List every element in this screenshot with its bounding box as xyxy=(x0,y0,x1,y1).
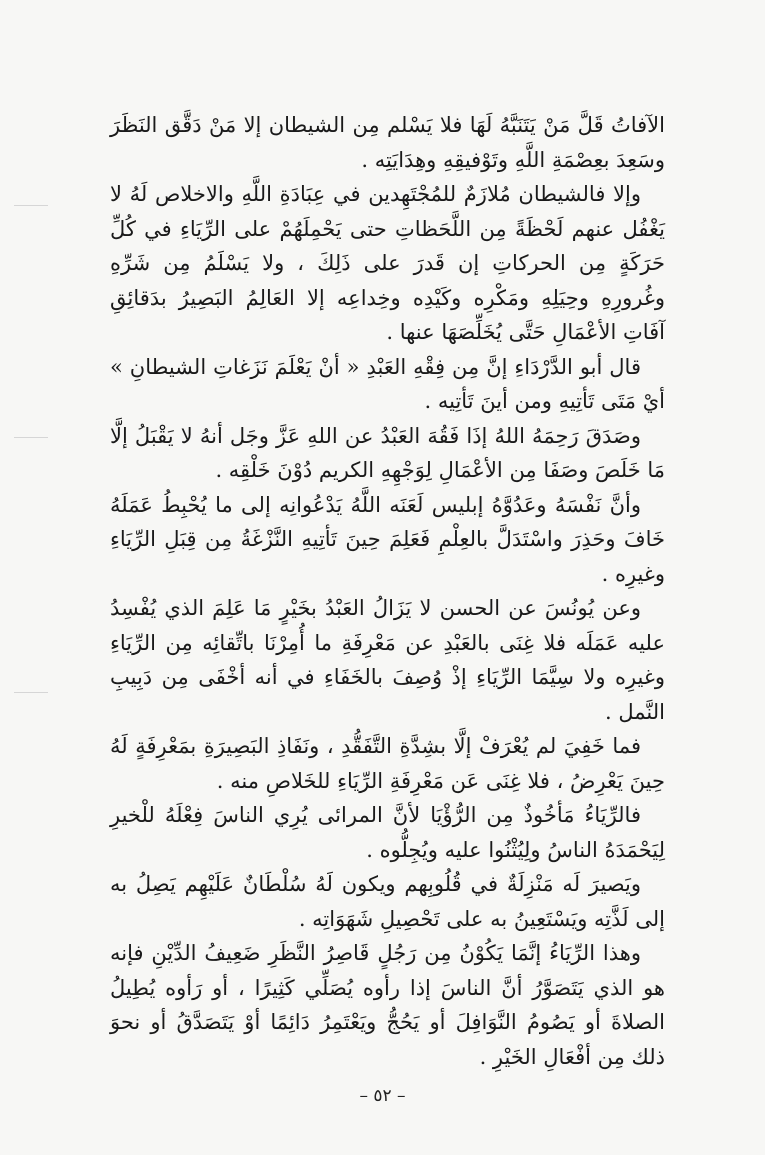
paragraph: فالرِّيَاءُ مَأخُوذٌ مِن الرُّؤْيَا لأنَّ المرائى يُرِي الناسَ فِعْلَهُ للْخيرِ لِيَحْمَدَهُ الناسُ ولِيُثْنُوا عليه ويُجِلُّوه . xyxy=(110,803,665,862)
paragraph: قال أبو الدَّرْدَاءِ إنَّ مِن فِقْهِ العَبْدِ « أنْ يَعْلَمَ نَزَغاتِ الشيطانِ » أيْ مَتَى تَأتِيهِ ومن أينَ تَأتِيه . xyxy=(110,354,665,413)
paragraph: وهذا الرِّيَاءُ إنَّمَا يَكُوْنُ مِن رَجُلٍ قَاصِرُ النَّظَرِ ضَعِيفُ الدِّيْنِ فإنه هو الذي يَتَصَوَّرُ أنَّ الناسَ إذا رأوه يُصَلِّي كَثِيرًا ، أو رَأوه يُطِيلُ الصلاةَ أو يَصُومُ النَّوَافِلَ أو يَحُجُّ ويَعْتَمِرُ دَائِمًا أوْ يَتَصَدَّقُ أو نحوَ ذلك مِن أفْعَالِ الخَيْرِ . xyxy=(110,941,665,1069)
scan-artifact xyxy=(14,692,48,693)
paragraph: وإلا فالشيطان مُلازَمٌ للمُجْتَهِدين في عِبَادَةِ اللَّهِ والاخلاص لَهُ لا يَغْفُل عنهم لَحْظَةً مِن اللَّحَظاتِ حتى يَحْمِلَهُمْ على الرِّيَاءِ في كُلِّ حَرَكَةٍ مِن الحركاتِ إن قَدرَ على ذَلِكَ ، ولا يَسْلَمُ مِن شَرِّهِ وغُرورِهِ وحِيَلِهِ ومَكْرِه وكَيْدِه وخِداعِه إلا العَالِمُ البَصِيرُ بدَقائِقِ آفَاتِ الأعْمَالِ حَتَّى يُخَلِّصَهَا عنها . xyxy=(110,182,665,344)
body-text xyxy=(110,108,665,1074)
paragraph: الآفاتُ قَلَّ مَنْ يَتَنَبَّهُ لَهَا فلا يَسْلم مِن الشيطان إلا مَنْ دَقَّق النَظَرَ وسَعِدَ بعِصْمَةِ اللَّهِ وتَوْفيقِهِ وهِدَايَتِه . xyxy=(110,113,665,172)
paragraph: وصَدَقَ رَحِمَهُ اللهُ إذَا فَقُهَ العَبْدُ عن اللهِ عَزَّ وجَل أنهُ لا يَقْبَلُ إلَّا مَا خَلَصَ وصَفَا مِن الأعْمَالِ لِوَجْهِهِ الكريم دُوْنَ خَلْقِه . xyxy=(110,423,665,482)
scan-artifact xyxy=(14,437,48,438)
paragraph: وعن يُونُسَ عن الحسن لا يَزَالُ العَبْدُ بخَيْرٍ مَا عَلِمَ الذي يُفْسِدُ عليه عَمَلَه فلا غِنَى بالعَبْدِ عن مَعْرِفَةِ ما أُمِرْنَا باتِّقائِه مِن الرِّيَاءِ وغيرِه ولا سِيَّمَا الرِّيَاءِ إذْ وُصِفَ بالخَفَاءِ في أنه أخْفَى مِن دَبِيبِ النَّمل . xyxy=(110,596,665,724)
paragraph: ويَصيرَ لَه مَنْزِلَةٌ في قُلُوبِهم ويكون لَهُ سُلْطَانٌ عَلَيْهِم يَصِلُ به إلى لَذَّتِه ويَسْتَعِينُ به على تَحْصِيلِ شَهَوَاتِه . xyxy=(110,872,665,931)
scan-artifact xyxy=(14,205,48,206)
page-number: – ٥٢ – xyxy=(359,1086,406,1106)
paragraph: فما خَفِيَ لم يُعْرَفْ إلَّا بشِدَّةِ التَّفَقُّدِ ، ونَفَاذِ البَصِيرَةِ بمَعْرِفَةٍ لَهُ حِينَ يَعْرِضُ ، فلا غِنَى عَن مَعْرِفَةِ الرِّيَاءِ للخَلاصِ منه . xyxy=(110,734,665,793)
paragraph: وأنَّ نَفْسَهُ وعَدُوَّهُ إبليس لَعَنَه اللَّهُ يَدْعُوانِه إلى ما يُحْبِطُ عَمَلَهُ خَافَ وحَذِرَ واسْتَدَلَّ بالعِلْمِ فَعَلِمَ حِينَ تَأتِيهِ النَّزْغَةُ مِن قِبَلِ الرِّيَاءِ وغيرِه . xyxy=(110,492,665,586)
